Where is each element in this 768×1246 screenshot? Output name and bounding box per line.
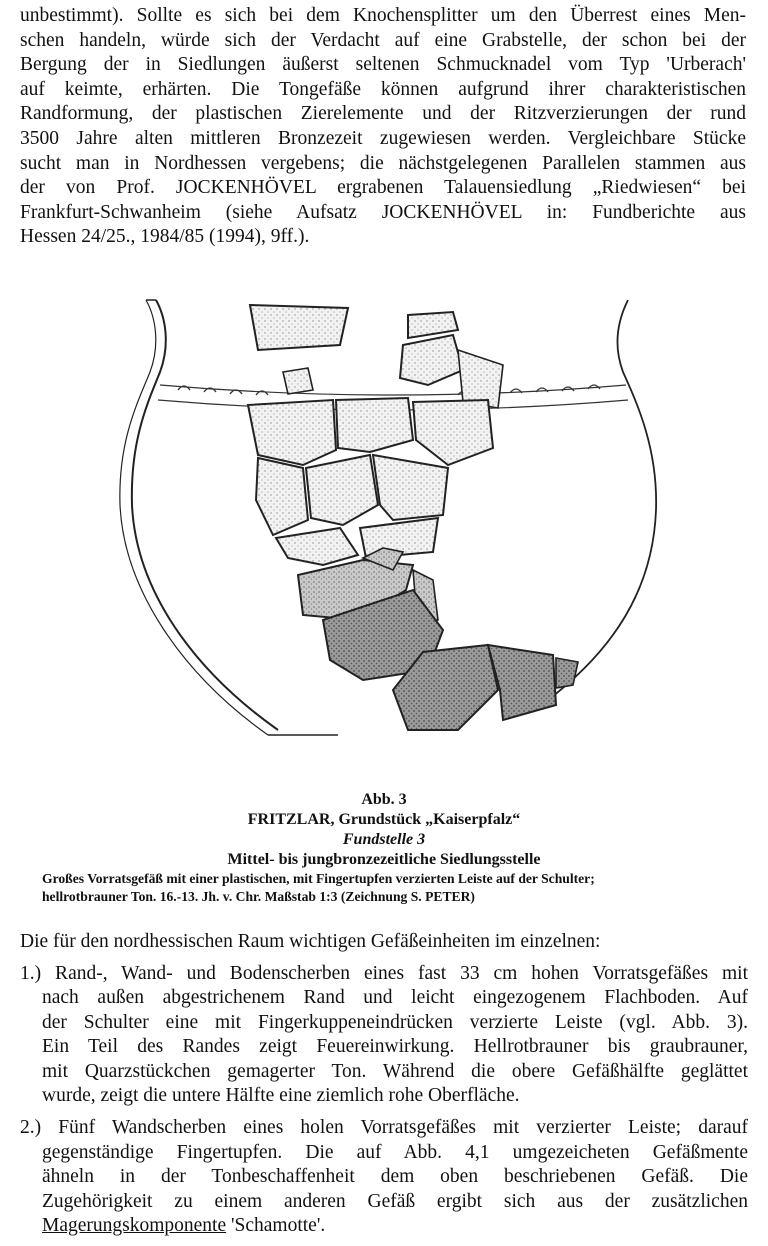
- caption-description-1: Großes Vorratsgefäß mit einer plastischen, mit Fingertupfen verzierten Leiste auf der Schulter;: [42, 871, 595, 886]
- text-line: [20, 1214, 748, 1238]
- vessel-list: [20, 962, 748, 1246]
- text-line: 3500 Jahre alten mittleren Bronzezeit zugewiesen werden. Vergleichbare Stücke: [20, 127, 746, 149]
- text-line: Frankfurt-Schwanheim (siehe Aufsatz JOCKENHÖVEL in: Fundberichte aus: [20, 201, 746, 223]
- figure-caption: [0, 790, 768, 906]
- text-line: unbestimmt). Sollte es sich bei dem Knochensplitter um den Überrest eines Men-: [20, 5, 746, 26]
- text-line: Hessen 24/25., 1984/85 (1994), 9ff.).: [20, 226, 310, 248]
- text-line: gegenständige Fingertupfen. Die auf Abb. 4,1 umgezeicheten Gefäßmente: [42, 1141, 748, 1163]
- caption-period: Mittel- bis jungbronzezeitliche Siedlungsstelle: [227, 851, 541, 868]
- text-line: 1.) Rand-, Wand- und Bodenscherben eines fast 33 cm hohen Vorratsgefäßes mit: [20, 963, 748, 984]
- underlined-term: Magerungskomponente: [42, 1215, 227, 1237]
- text-line: wurde, zeigt die untere Hälfte eine ziemlich rohe Oberfläche.: [42, 1085, 520, 1107]
- top-paragraph: [20, 4, 746, 250]
- list-item: [20, 1116, 748, 1238]
- text-line: auf keimte, erhärten. Die Tongefäße können aufgrund ihrer charakteristischen: [20, 78, 746, 100]
- text-line: mit Quarzstückchen gemagerter Ton. Während die obere Gefäßhälfte geglättet: [42, 1060, 748, 1082]
- caption-findspot: Fundstelle 3: [342, 831, 426, 848]
- text-line: der Schulter eine mit Fingerkuppeneindrücken verzierte Leiste (vgl. Abb. 3).: [42, 1011, 748, 1033]
- text-line: nach außen abgestrichenem Rand und leicht eingezogenem Flachboden. Auf: [42, 987, 748, 1009]
- text-line: Randformung, der plastischen Zierelemente und der Ritzverzierungen der rund: [20, 103, 746, 125]
- list-item: [20, 962, 748, 1108]
- text-line: 2.) Fünf Wandscherben eines holen Vorratsgefäßes mit verzierter Leiste; darauf: [20, 1117, 748, 1139]
- list-intro: Die für den nordhessischen Raum wichtigen Gefäßeinheiten im einzelnen:: [20, 931, 601, 952]
- caption-description-2: hellrotbrauner Ton. 16.-13. Jh. v. Chr. Maßstab 1:3 (Zeichnung S. PETER): [42, 889, 475, 904]
- text-line: sucht man in Nordhessen vergebens; die nächstgelegenen Parallelen stammen aus: [20, 152, 746, 174]
- text-line: Ein Teil des Randes zeigt Feuereinwirkung. Hellrotbrauner bis graubrauner,: [42, 1036, 748, 1058]
- caption-figure-number: Abb. 3: [361, 791, 407, 808]
- text-line: schen handeln, würde sich der Verdacht auf eine Grabstelle, der schon bei der: [20, 29, 746, 51]
- vessel-drawing: [108, 290, 673, 760]
- text-line: der von Prof. JOCKENHÖVEL ergrabenen Talauensiedlung „Riedwiesen“ bei: [20, 177, 746, 199]
- text-line: Bergung der in Siedlungen äußerst seltenen Schmucknadel vom Typ 'Urberach': [20, 54, 746, 76]
- text-line: ähneln in der Tonbeschaffenheit dem oben beschriebenen Gefäß. Die: [42, 1166, 748, 1188]
- caption-site: FRITZLAR, Grundstück „Kaiserpfalz“: [247, 811, 521, 828]
- text-fragment: 'Schamotte'.: [226, 1215, 326, 1237]
- text-line: Zugehörigkeit zu einem anderen Gefäß ergibt sich aus der zusätzlichen: [42, 1190, 748, 1212]
